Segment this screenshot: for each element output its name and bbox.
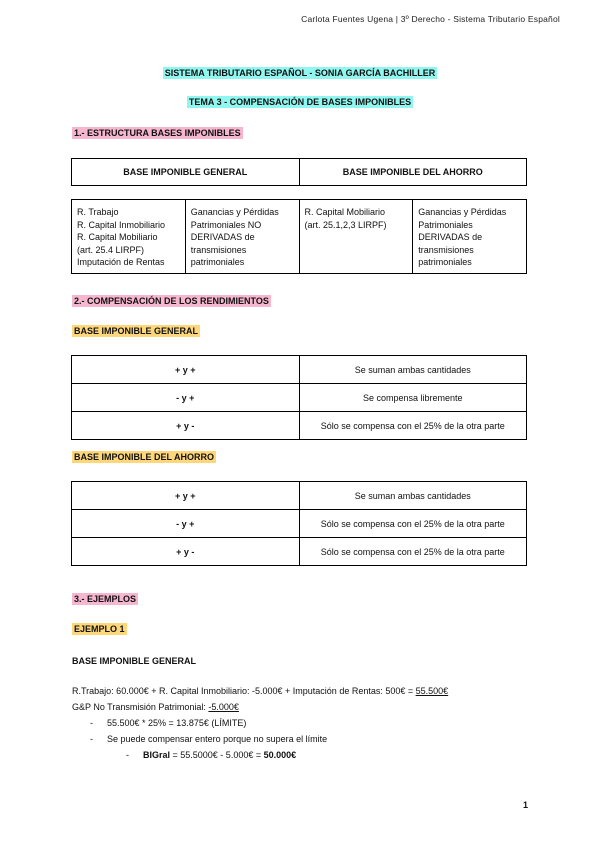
table-row xyxy=(72,356,527,384)
example-line-1-text: R.Trabajo: 60.000€ + R. Capital Inmobiliario: -5.000€ + Imputación de Rentas: 500€ = xyxy=(72,686,416,696)
detail-line: transmisiones xyxy=(418,244,474,255)
detail-col-2 xyxy=(185,200,299,274)
detail-line: R. Trabajo xyxy=(77,207,119,217)
section-2-heading-text: 2.- COMPENSACIÓN DE LOS RENDIMIENTOS xyxy=(74,296,269,306)
dash-icon: - xyxy=(90,718,93,728)
rule-cell: Se compensa libremente xyxy=(299,384,527,412)
running-header: Carlota Fuentes Ugena | 3º Derecho - Sistema Tributario Español xyxy=(301,14,560,24)
rule-cell: Se suman ambas cantidades xyxy=(299,482,527,510)
example-line-2 xyxy=(72,702,239,712)
rule-cell: Sólo se compensa con el 25% de la otra parte xyxy=(299,538,527,566)
example-1-heading-text: EJEMPLO 1 xyxy=(74,624,125,634)
general-compensation-table xyxy=(71,355,527,440)
example-sub-bullet-content xyxy=(143,750,296,760)
detail-col-4 xyxy=(413,200,527,274)
general-subheading xyxy=(72,326,200,336)
dash-icon: - xyxy=(90,734,93,744)
base-general-header: BASE IMPONIBLE GENERAL xyxy=(72,159,300,186)
table-row xyxy=(72,510,527,538)
detail-line: R. Capital Mobiliario xyxy=(77,232,158,242)
example-bullet-2-text: Se puede compensar entero porque no supera el límite xyxy=(107,734,328,744)
rule-cell: Se suman ambas cantidades xyxy=(299,356,527,384)
table-row xyxy=(72,482,527,510)
page-number: 1 xyxy=(522,800,528,810)
sign-cell: - y + xyxy=(72,384,300,412)
bases-header-table xyxy=(71,158,527,186)
section-3-heading-text: 3.- EJEMPLOS xyxy=(74,594,137,604)
example-1-subheading: BASE IMPONIBLE GENERAL xyxy=(72,656,197,666)
sign-cell: + y + xyxy=(72,482,300,510)
sign-cell: + y - xyxy=(72,412,300,440)
detail-line: R. Capital Inmobiliario xyxy=(77,219,166,230)
ahorro-compensation-table xyxy=(71,481,527,566)
sign-cell: + y + xyxy=(72,356,300,384)
example-line-1 xyxy=(72,686,448,696)
rule-cell: Sólo se compensa con el 25% de la otra parte xyxy=(299,510,527,538)
detail-line: patrimoniales xyxy=(418,257,472,267)
ahorro-subheading-text: BASE IMPONIBLE DEL AHORRO xyxy=(74,452,215,462)
detail-line: Ganancias y Pérdidas xyxy=(190,207,279,217)
topic-title-text: TEMA 3 - COMPENSACIÓN DE BASES IMPONIBLES xyxy=(188,97,412,107)
bases-detail-table xyxy=(71,199,527,274)
dash-icon: - xyxy=(126,750,129,760)
section-1-heading-text: 1.- ESTRUCTURA BASES IMPONIBLES xyxy=(74,128,241,138)
table-row xyxy=(72,384,527,412)
example-bullet-1 xyxy=(90,718,247,728)
detail-line: Ganancias y Pérdidas xyxy=(418,207,507,217)
example-bullet-2 xyxy=(90,734,328,744)
ahorro-subheading xyxy=(72,452,216,462)
example-1-heading xyxy=(72,624,127,634)
example-sub-bullet xyxy=(126,750,297,760)
detail-col-3 xyxy=(299,200,413,274)
detail-line: DERIVADAS de xyxy=(418,232,483,242)
general-subheading-text: BASE IMPONIBLE GENERAL xyxy=(74,326,199,336)
example-bullet-1-text: 55.500€ * 25% = 13.875€ (LÍMITE) xyxy=(107,718,247,728)
detail-line: (art. 25.1,2,3 LIRPF) xyxy=(304,219,387,230)
detail-line: DERIVADAS de xyxy=(190,232,255,242)
detail-line: Patrimoniales xyxy=(418,219,473,230)
table-row xyxy=(72,412,527,440)
detail-col-1 xyxy=(72,200,186,274)
detail-line: R. Capital Mobiliario xyxy=(304,207,386,217)
sign-cell: + y - xyxy=(72,538,300,566)
section-3-heading xyxy=(72,594,138,604)
document-title-text: SISTEMA TRIBUTARIO ESPAÑOL - SONIA GARCÍA BACHILLER xyxy=(164,68,436,78)
rule-cell: Sólo se compensa con el 25% de la otra parte xyxy=(299,412,527,440)
base-ahorro-header: BASE IMPONIBLE DEL AHORRO xyxy=(299,159,527,186)
sign-cell: - y + xyxy=(72,510,300,538)
example-sub-text: = 55.5000€ - 5.000€ = xyxy=(170,750,264,760)
table-row xyxy=(72,538,527,566)
topic-title xyxy=(0,97,600,107)
example-sub-label: BIGral xyxy=(143,750,171,760)
detail-line: (art. 25.4 LIRPF) xyxy=(77,244,145,255)
detail-line: Imputación de Rentas xyxy=(77,257,165,267)
example-line-2-text: G&P No Transmisión Patrimonial: xyxy=(72,702,209,712)
detail-line: transmisiones xyxy=(190,244,247,255)
document-title xyxy=(0,68,600,78)
example-line-1-total: 55.500€ xyxy=(415,686,449,696)
example-sub-total: 50.000€ xyxy=(263,750,297,760)
example-line-2-value: -5.000€ xyxy=(208,702,239,712)
section-2-heading xyxy=(72,296,271,306)
section-1-heading xyxy=(72,128,243,138)
detail-line: Patrimoniales NO xyxy=(190,219,262,230)
detail-line: patrimoniales xyxy=(190,257,245,267)
